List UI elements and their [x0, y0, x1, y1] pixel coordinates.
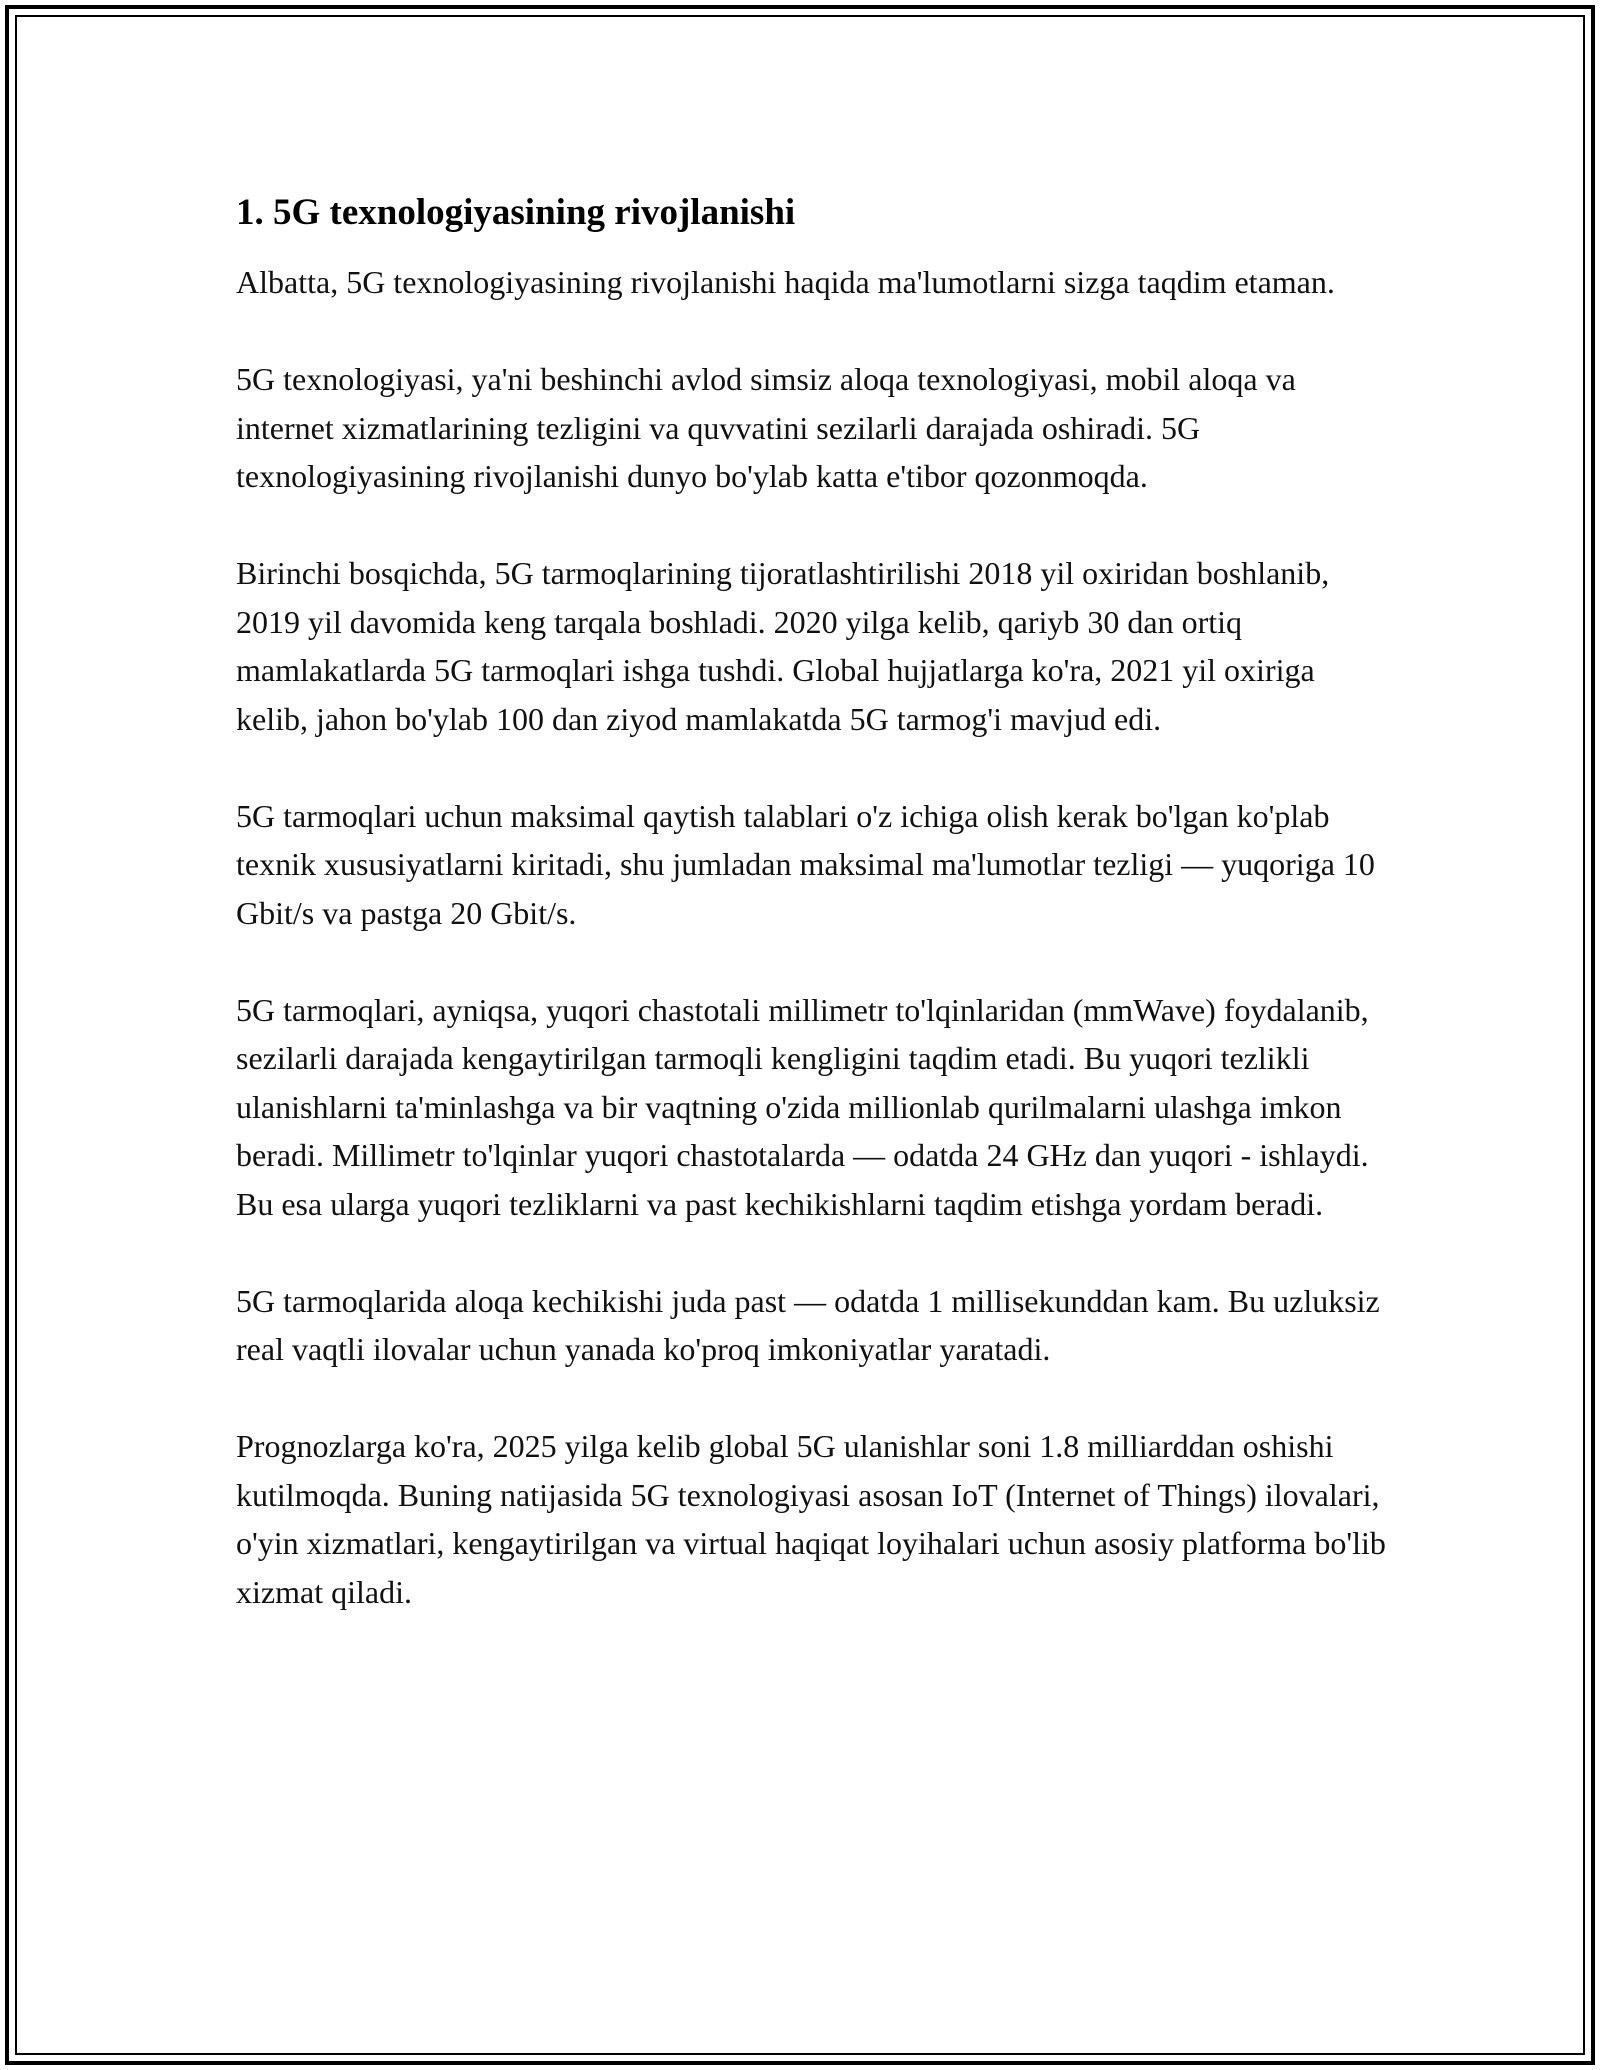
paragraph-latency: 5G tarmoqlarida aloqa kechikishi juda past — odatda 1 millisekunddan kam. Bu uzluksiz real vaqtli ilovalar uchun yanada ko'proq imkoniyatlar yaratadi.: [236, 1282, 1380, 1367]
document-body: [236, 186, 1386, 1665]
paragraph-mmwave: 5G tarmoqlari, ayniqsa, yuqori chastotali millimetr to'lqinlaridan (mmWave) foydalanib, sezilarli darajada kengaytirilgan tarmoqli kengligini taqdim etadi. Bu yuqori tezlikli ulanishlarni ta'minlashga va bir vaqtning o'zida millionlab qurilmalarni ulashga imkon beradi. Millimetr to'lqinlar yuqori chastotalarda — odatda 24 GHz dan yuqori - ishlaydi. Bu esa ularga yuqori tezliklarni va past kechikishlarni taqdim etishga yordam beradi.: [236, 991, 1369, 1222]
paragraph-forecast: Prognozlarga ko'ra, 2025 yilga kelib global 5G ulanishlar soni 1.8 milliarddan oshishi kutilmoqda. Buning natijasida 5G texnologiyasi asosan IoT (Internet of Things) ilovalari, o'yin xizmatlari, kengaytirilgan va virtual haqiqat loyihalari uchun asosiy platforma bo'lib xizmat qiladi.: [236, 1428, 1386, 1610]
paragraph-intro: Albatta, 5G texnologiyasining rivojlanishi haqida ma'lumotlarni sizga taqdim etaman.: [236, 264, 1335, 300]
paragraph-deployment: Birinchi bosqichda, 5G tarmoqlarining tijoratlashtirilishi 2018 yil oxiridan boshlanib, 2019 yil davomida keng tarqala boshladi. 2020 yilga kelib, qariyb 30 dan ortiq mamlakatlarda 5G tarmoqlari ishga tushdi. Global hujjatlarga ko'ra, 2021 yil oxiriga kelib, jahon bo'ylab 100 dan ziyod mamlakatda 5G tarmog'i mavjud edi.: [236, 555, 1330, 737]
paragraph-requirements: 5G tarmoqlari uchun maksimal qaytish talablari o'z ichiga olish kerak bo'lgan ko'plab texnik xususiyatlarni kiritadi, shu jumladan maksimal ma'lumotlar tezligi — yuqoriga 10 Gbit/s va pastga 20 Gbit/s.: [236, 797, 1375, 931]
paragraph-definition: 5G texnologiyasi, ya'ni beshinchi avlod simsiz aloqa texnologiyasi, mobil aloqa va internet xizmatlarining tezligini va quvvatini sezilarli darajada oshiradi. 5G texnologiyasining rivojlanishi dunyo bo'ylab katta e'tibor qozonmoqda.: [236, 361, 1296, 494]
document-title: 1. 5G texnologiyasining rivojlanishi: [236, 192, 796, 233]
